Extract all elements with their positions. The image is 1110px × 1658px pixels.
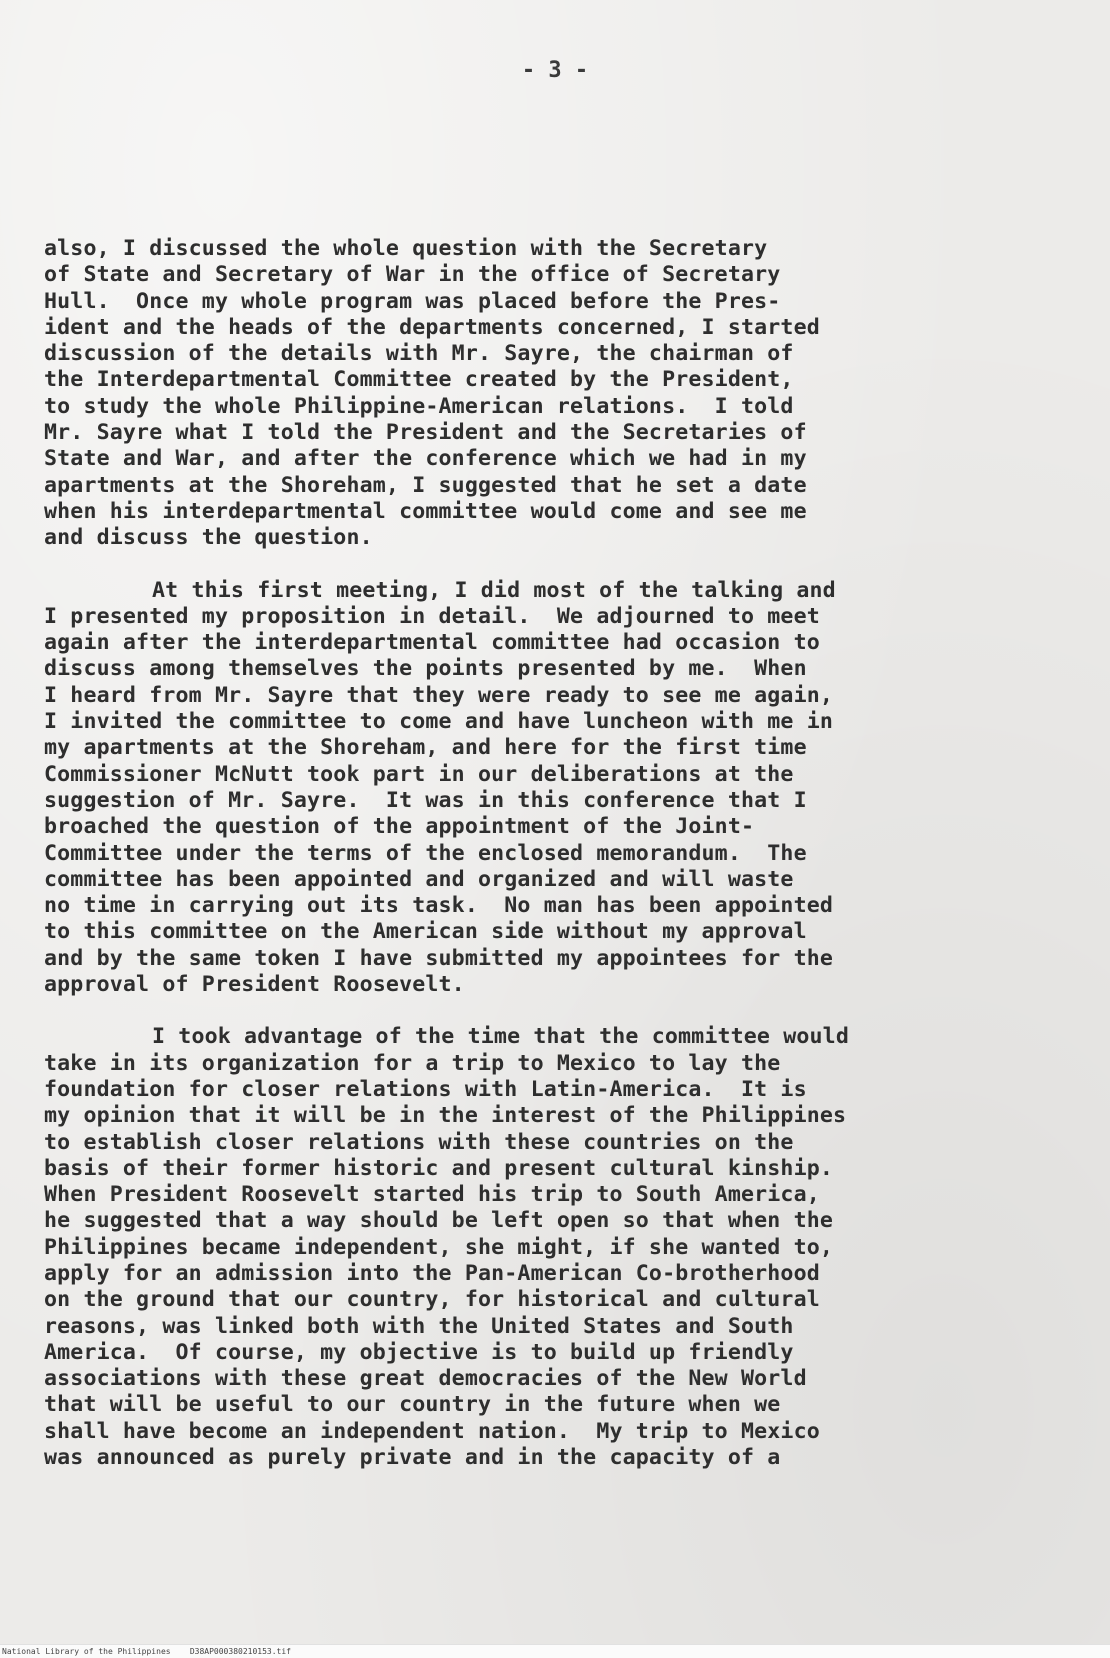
footer-file: D38AP000380210153.tif [189, 1647, 291, 1656]
scan-footer [0, 1644, 1110, 1658]
text-line: to this committee on the American side without my approval [44, 919, 807, 945]
text-line: and by the same token I have submitted my appointees for the [44, 945, 834, 971]
paragraph-1 [44, 236, 1074, 552]
text-line: the Interdepartmental Committee created by the President, [44, 367, 794, 393]
text-line: When President Roosevelt started his trip to South America, [44, 1182, 820, 1208]
paragraph-3 [44, 1024, 1074, 1471]
footer-library: National Library of the Philippines [2, 1647, 171, 1656]
text-line: foundation for closer relations with Latin-America. It is [44, 1076, 807, 1102]
text-line: that will be useful to our country in the future when we [44, 1392, 781, 1418]
text-line: Philippines became independent, she might, if she wanted to, [44, 1234, 834, 1260]
text-line: Commissioner McNutt took part in our deliberations at the [44, 761, 794, 787]
text-line: At this first meeting, I did most of the talking and [152, 577, 836, 603]
text-line: my opinion that it will be in the interest of the Philippines [44, 1103, 847, 1129]
text-line: I heard from Mr. Sayre that they were ready to see me again, [44, 682, 834, 708]
text-line: I presented my proposition in detail. We adjourned to meet [44, 603, 820, 629]
text-line: no time in carrying out its task. No man has been appointed [44, 893, 834, 919]
text-line: Committee under the terms of the enclosed memorandum. The [44, 840, 807, 866]
paragraph-2 [44, 578, 1074, 999]
text-line: I invited the committee to come and have luncheon with me in [44, 709, 834, 735]
text-line: of State and Secretary of War in the office of Secretary [44, 262, 781, 288]
text-line: broached the question of the appointment of the Joint- [44, 814, 755, 840]
text-line: basis of their former historic and present cultural kinship. [44, 1155, 834, 1181]
text-line: reasons, was linked both with the United States and South [44, 1313, 794, 1339]
text-line: to study the whole Philippine-American relations. I told [44, 393, 794, 419]
text-line: when his interdepartmental committee would come and see me [44, 498, 807, 524]
text-line: committee has been appointed and organized and will waste [44, 866, 794, 892]
text-line: approval of President Roosevelt. [44, 972, 465, 998]
text-line: my apartments at the Shoreham, and here for the first time [44, 735, 807, 761]
text-line: was announced as purely private and in the capacity of a [44, 1445, 781, 1471]
text-line: associations with these great democracies of the New World [44, 1366, 807, 1392]
text-line: also, I discussed the whole question with the Secretary [44, 236, 768, 261]
text-line: America. Of course, my objective is to build up friendly [44, 1339, 794, 1365]
page-number: - 3 - [521, 58, 589, 83]
text-line: take in its organization for a trip to Mexico to lay the [44, 1050, 781, 1076]
text-line: apply for an admission into the Pan-American Co-brotherhood [44, 1260, 820, 1286]
text-line: suggestion of Mr. Sayre. It was in this conference that I [44, 787, 807, 813]
text-line: discuss among themselves the points presented by me. When [44, 656, 807, 682]
text-line: he suggested that a way should be left open so that when the [44, 1208, 834, 1234]
text-line: on the ground that our country, for historical and cultural [44, 1287, 820, 1313]
text-line: I took advantage of the time that the committee would [152, 1024, 849, 1050]
text-line: Mr. Sayre what I told the President and the Secretaries of [44, 420, 807, 446]
text-line: apartments at the Shoreham, I suggested that he set a date [44, 472, 807, 498]
text-line: again after the interdepartmental committee had occasion to [44, 630, 820, 656]
text-line: to establish closer relations with these countries on the [44, 1129, 794, 1155]
text-line: State and War, and after the conference which we had in my [44, 446, 807, 472]
letter-body [44, 236, 1074, 1497]
text-line: ident and the heads of the departments concerned, I started [44, 314, 820, 340]
text-line: discussion of the details with Mr. Sayre, the chairman of [44, 341, 794, 367]
text-line: and discuss the question. [44, 525, 373, 551]
text-line: shall have become an independent nation. My trip to Mexico [44, 1418, 820, 1444]
text-line: Hull. Once my whole program was placed before the Pres- [44, 288, 781, 314]
